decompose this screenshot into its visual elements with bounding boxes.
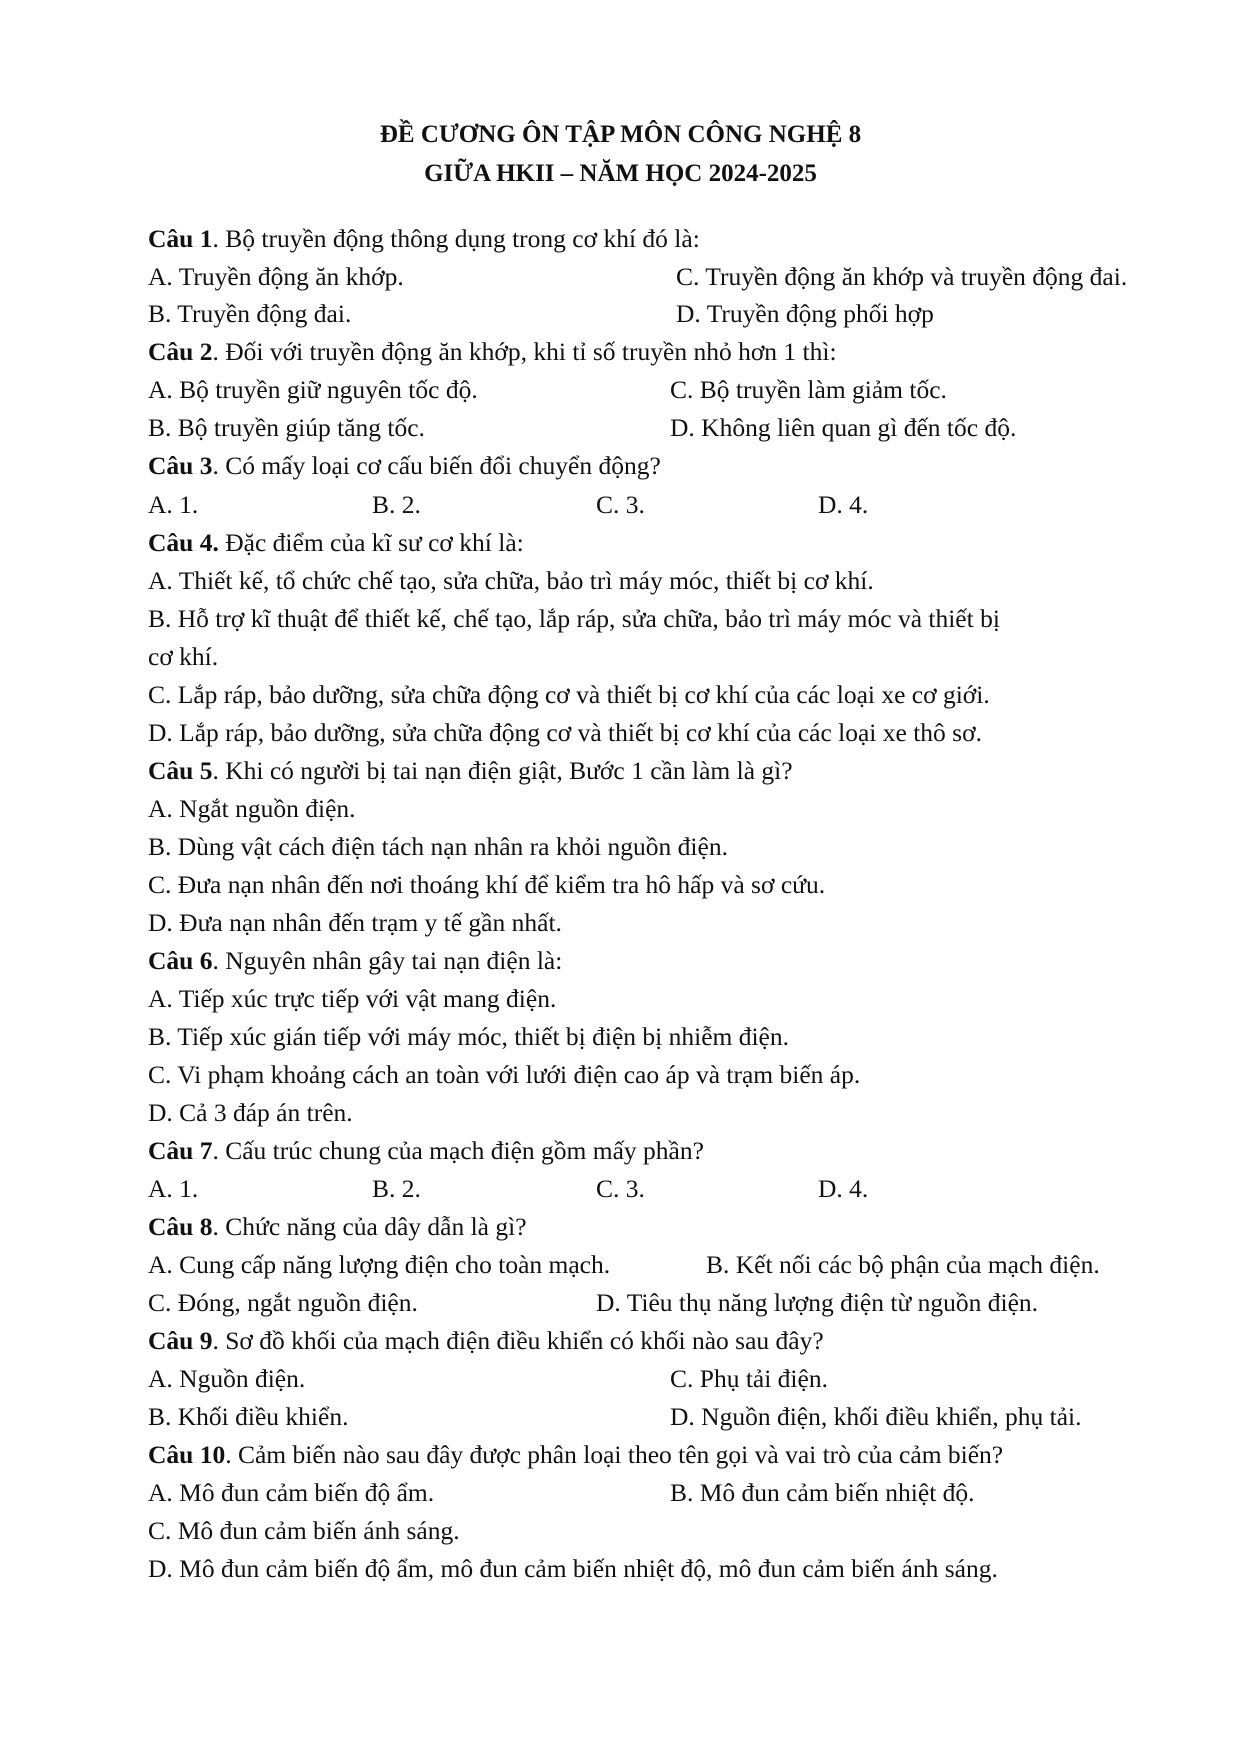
q1-option-c: C. Truyền động ăn khớp và truyền động đai. (676, 262, 1128, 291)
q5-option-d: D. Đưa nạn nhân đến trạm y tế gần nhất. (148, 908, 562, 937)
question-number: Câu 10 (148, 1440, 226, 1469)
q1-option-a: A. Truyền động ăn khớp. (148, 262, 404, 291)
q10-option-d: D. Mô đun cảm biến độ ẩm, mô đun cảm biến nhiệt độ, mô đun cảm biến ánh sáng. (148, 1554, 998, 1583)
q1-option-b: B. Truyền động đai. (148, 299, 352, 328)
q8-option-b: B. Kết nối các bộ phận của mạch điện. (706, 1250, 1100, 1279)
q1-option-d: D. Truyền động phối hợp (676, 299, 934, 328)
question-8 (148, 1211, 527, 1243)
question-number: Câu 8 (148, 1212, 213, 1241)
q4-option-d: D. Lắp ráp, bảo dưỡng, sửa chữa động cơ và thiết bị cơ khí của các loại xe thô sơ. (148, 718, 982, 747)
q3-option-d: D. 4. (818, 490, 869, 519)
q6-option-c: C. Vi phạm khoảng cách an toàn với lưới điện cao áp và trạm biến áp. (148, 1060, 861, 1089)
question-text: . Chức năng của dây dẫn là gì? (212, 1212, 527, 1241)
question-9 (148, 1325, 824, 1357)
question-number: Câu 5 (148, 756, 213, 785)
document-subtitle: GIỮA HKII – NĂM HỌC 2024-2025 (424, 160, 817, 187)
q6-option-b: B. Tiếp xúc gián tiếp với máy móc, thiết bị điện bị nhiễm điện. (148, 1022, 789, 1051)
q6-option-d: D. Cả 3 đáp án trên. (148, 1098, 353, 1127)
document-title: ĐỀ CƯƠNG ÔN TẬP MÔN CÔNG NGHỆ 8 (379, 121, 862, 148)
q9-option-c: C. Phụ tải điện. (670, 1364, 828, 1393)
question-number: Câu 4. (148, 528, 219, 557)
q10-option-c: C. Mô đun cảm biến ánh sáng. (148, 1516, 460, 1545)
question-text: . Sơ đồ khối của mạch điện điều khiển có khối nào sau đây? (212, 1326, 824, 1355)
question-2 (148, 336, 837, 368)
q5-option-c: C. Đưa nạn nhân đến nơi thoáng khí để kiểm tra hô hấp và sơ cứu. (148, 870, 826, 899)
q10-option-a: A. Mô đun cảm biến độ ẩm. (148, 1478, 435, 1507)
q9-option-a: A. Nguồn điện. (148, 1364, 306, 1393)
q7-option-a: A. 1. (148, 1174, 199, 1203)
question-text: . Nguyên nhân gây tai nạn điện là: (212, 946, 563, 975)
q5-option-b: B. Dùng vật cách điện tách nạn nhân ra khỏi nguồn điện. (148, 832, 728, 861)
q3-option-b: B. 2. (372, 490, 421, 519)
q3-option-a: A. 1. (148, 490, 199, 519)
question-5 (148, 755, 793, 787)
q9-option-b: B. Khối điều khiển. (148, 1402, 349, 1431)
q4-option-c: C. Lắp ráp, bảo dưỡng, sửa chữa động cơ và thiết bị cơ khí của các loại xe cơ giới. (148, 680, 990, 709)
question-text: . Khi có người bị tai nạn điện giật, Bước 1 cần làm là gì? (212, 756, 793, 785)
q2-option-d: D. Không liên quan gì đến tốc độ. (670, 413, 1017, 442)
question-number: Câu 2 (148, 337, 213, 366)
question-text: . Cảm biến nào sau đây được phân loại theo tên gọi và vai trò của cảm biến? (225, 1440, 1004, 1469)
question-text: . Cấu trúc chung của mạch điện gồm mấy phần? (212, 1136, 704, 1165)
q10-option-b: B. Mô đun cảm biến nhiệt độ. (670, 1478, 975, 1507)
q4-option-b: B. Hỗ trợ kĩ thuật để thiết kế, chế tạo, lắp ráp, sửa chữa, bảo trì máy móc và thiết bị (148, 604, 1000, 633)
question-7 (148, 1135, 704, 1167)
question-number: Câu 6 (148, 946, 213, 975)
q2-option-c: C. Bộ truyền làm giảm tốc. (670, 375, 947, 404)
question-6 (148, 945, 562, 977)
q7-option-c: C. 3. (596, 1174, 645, 1203)
q8-option-c: C. Đóng, ngắt nguồn điện. (148, 1288, 418, 1317)
q7-option-b: B. 2. (372, 1174, 421, 1203)
question-number: Câu 1 (148, 224, 213, 253)
question-number: Câu 3 (148, 451, 213, 480)
q5-option-a: A. Ngắt nguồn điện. (148, 794, 356, 823)
q8-option-d: D. Tiêu thụ năng lượng điện từ nguồn điện. (596, 1288, 1039, 1317)
q7-option-d: D. 4. (818, 1174, 869, 1203)
question-10 (148, 1439, 1003, 1471)
q8-option-a: A. Cung cấp năng lượng điện cho toàn mạch. (148, 1250, 611, 1279)
question-3 (148, 450, 661, 482)
q9-option-d: D. Nguồn điện, khối điều khiển, phụ tải. (670, 1402, 1082, 1431)
q3-option-c: C. 3. (596, 490, 645, 519)
q2-option-a: A. Bộ truyền giữ nguyên tốc độ. (148, 375, 478, 404)
question-4 (148, 527, 524, 559)
q2-option-b: B. Bộ truyền giúp tăng tốc. (148, 413, 425, 442)
q4-option-b-continued: cơ khí. (148, 642, 219, 671)
question-text: Đặc điểm của kĩ sư cơ khí là: (218, 528, 524, 557)
question-number: Câu 7 (148, 1136, 213, 1165)
question-text: . Có mấy loại cơ cấu biến đổi chuyển động? (212, 451, 661, 480)
q4-option-a: A. Thiết kế, tổ chức chế tạo, sửa chữa, bảo trì máy móc, thiết bị cơ khí. (148, 566, 874, 595)
q6-option-a: A. Tiếp xúc trực tiếp với vật mang điện. (148, 984, 557, 1013)
question-text: . Đối với truyền động ăn khớp, khi tỉ số truyền nhỏ hơn 1 thì: (212, 337, 837, 366)
question-text: . Bộ truyền động thông dụng trong cơ khí đó là: (212, 224, 700, 253)
question-number: Câu 9 (148, 1326, 213, 1355)
question-1 (148, 223, 700, 255)
